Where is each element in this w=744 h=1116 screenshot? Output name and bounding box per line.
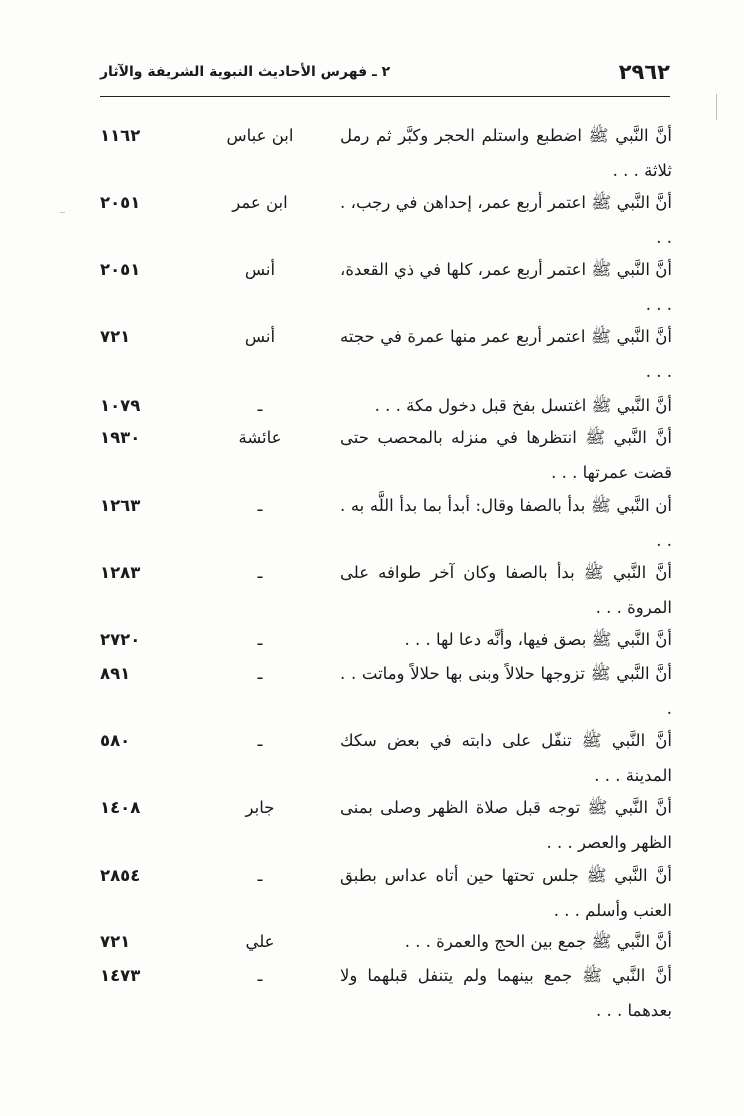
hadith-number: ١٢٨٣ xyxy=(100,563,141,582)
narrator: ـ xyxy=(257,664,263,683)
hadith-number: ١٠٧٩ xyxy=(100,396,141,415)
narrator: ـ xyxy=(257,630,263,649)
running-title: ٢ ـ فهرس الأحاديث النبوية الشريفة والآثار xyxy=(100,64,391,80)
narrator: ـ xyxy=(257,966,263,985)
hadith-number: ٢٧٢٠ xyxy=(100,630,141,649)
hadith-text: أنَّ النَّبي ﷺ تزوجها حلالاً وبنى بها حلالاً وماتت . . . xyxy=(340,664,672,718)
page-header xyxy=(100,60,670,92)
hadith-number: ٢٨٥٤ xyxy=(100,866,141,885)
hadith-text: أن النَّبي ﷺ بدأ بالصفا وقال: أبدأ بما بدأ اللَّه به . . . xyxy=(340,496,672,550)
hadith-number: ٧٢١ xyxy=(100,327,131,346)
page-number: ٢٩٦٢ xyxy=(618,60,670,84)
hadith-text: أنَّ النَّبي ﷺ بصق فيها، وأنَّه دعا لها . . . xyxy=(404,630,672,649)
header-divider xyxy=(100,96,670,97)
narrator: ـ xyxy=(257,731,263,750)
hadith-number: ٥٨٠ xyxy=(100,731,131,750)
hadith-number: ١٢٦٣ xyxy=(100,496,141,515)
scan-artifact xyxy=(60,212,65,213)
narrator: ـ xyxy=(257,866,263,885)
narrator: ـ xyxy=(257,496,263,515)
hadith-text: أنَّ النَّبي ﷺ اضطبع واستلم الحجر وكبَّر ثم رمل ثلاثة . . . xyxy=(340,126,672,180)
narrator: أنس xyxy=(244,260,276,279)
narrator: أنس xyxy=(244,327,276,346)
narrator: جابر xyxy=(245,798,275,817)
hadith-number: ١٤٠٨ xyxy=(100,798,141,817)
hadith-text: أنَّ النَّبي ﷺ توجه قبل صلاة الظهر وصلى بمنى الظهر والعصر . . . xyxy=(340,798,672,852)
hadith-text: أنَّ النَّبي ﷺ جمع بينهما ولم يتنفل قبلهما ولا بعدهما . . . xyxy=(340,966,672,1020)
hadith-text: أنَّ النَّبي ﷺ اعتمر أربع عمر، كلها في ذي القعدة، . . . xyxy=(340,260,672,314)
narrator: عائشة xyxy=(238,428,282,447)
hadith-text: أنَّ النَّبي ﷺ انتظرها في منزله بالمحصب حتى قضت عمرتها . . . xyxy=(340,428,672,482)
narrator: علي xyxy=(245,932,275,951)
hadith-number: ١٤٧٣ xyxy=(100,966,141,985)
hadith-number: ١١٦٢ xyxy=(100,126,141,145)
hadith-text: أنَّ النَّبي ﷺ اعتمر أربع عمر منها عمرة في حجته . . . xyxy=(340,327,672,381)
narrator: ـ xyxy=(257,396,263,415)
hadith-text: أنَّ النَّبي ﷺ بدأ بالصفا وكان آخر طوافه على المروة . . . xyxy=(340,563,672,617)
narrator: ابن عمر xyxy=(232,193,288,212)
hadith-text: أنَّ النَّبي ﷺ تنفّل على دابته في بعض سكك المدينة . . . xyxy=(340,731,672,785)
narrator: ابن عباس xyxy=(226,126,294,145)
hadith-number: ١٩٣٠ xyxy=(100,428,141,447)
scan-artifact xyxy=(716,94,717,120)
hadith-text: أنَّ النَّبي ﷺ جمع بين الحج والعمرة . . . xyxy=(404,932,672,951)
hadith-number: ٢٠٥١ xyxy=(100,193,141,212)
narrator: ـ xyxy=(257,563,263,582)
hadith-text: أنَّ النَّبي ﷺ اغتسل بفخ قبل دخول مكة . . . xyxy=(374,396,672,415)
hadith-text: أنَّ النَّبي ﷺ اعتمر أربع عمر، إحداهن في رجب، . . . xyxy=(340,193,672,247)
hadith-number: ٨٩١ xyxy=(100,664,131,683)
hadith-number: ٧٢١ xyxy=(100,932,131,951)
hadith-number: ٢٠٥١ xyxy=(100,260,141,279)
hadith-text: أنَّ النَّبي ﷺ جلس تحتها حين أتاه عداس بطبق العنب وأسلم . . . xyxy=(340,866,672,920)
